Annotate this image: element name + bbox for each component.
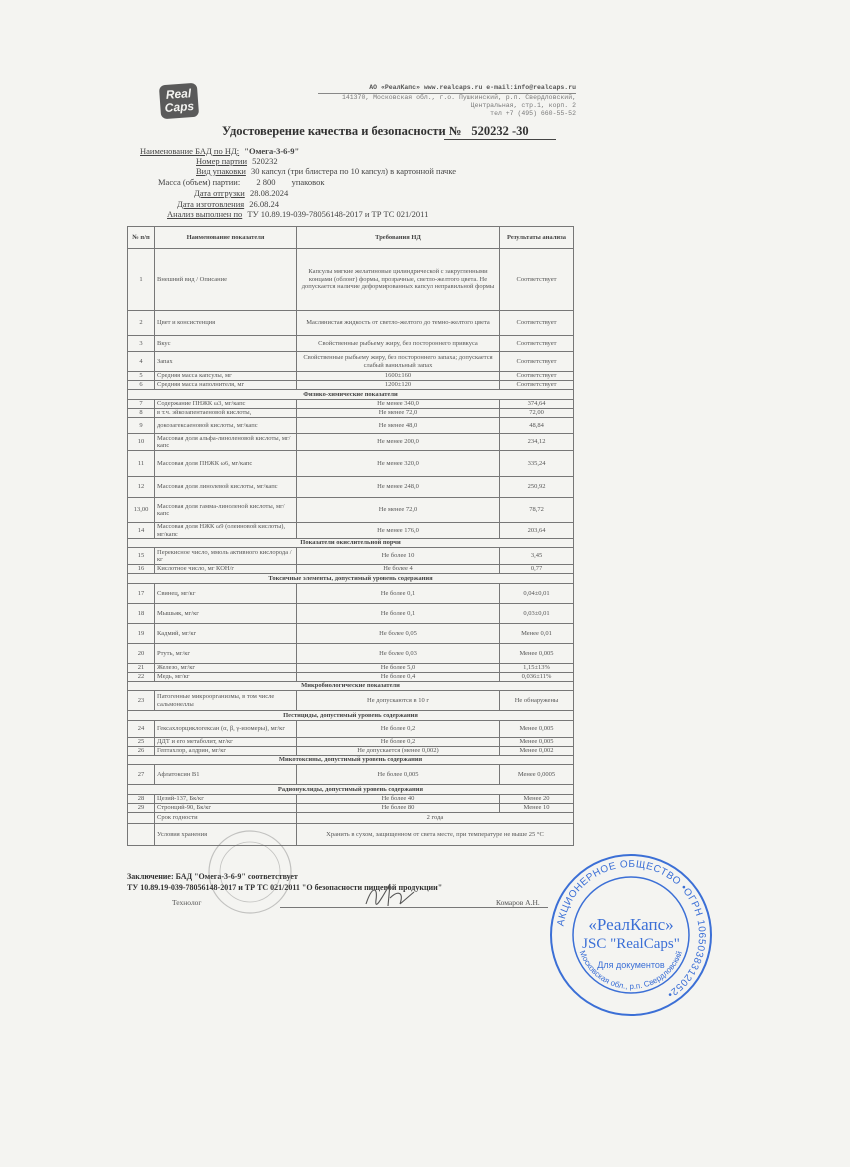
cell-requirement: Не более 0,05 [297, 624, 500, 644]
header-number: № п/п [128, 227, 155, 249]
svg-text:Московская обл., р.п. Свердлов [578, 949, 684, 991]
meta-package [196, 166, 456, 177]
cell-result: 72,00 [500, 409, 574, 418]
cell-indicator: Свинец, мг/кг [155, 584, 297, 604]
cell-indicator: Кадмий, мг/кг [155, 624, 297, 644]
results-table [127, 226, 574, 846]
cell-requirement: Не более 0,2 [297, 738, 500, 747]
cell-result: Менее 0,005 [500, 644, 574, 664]
cell-requirement: Не менее 176,0 [297, 523, 500, 539]
meta-mass [158, 177, 324, 188]
cell-indicator: Ртуть, мг/кг [155, 644, 297, 664]
cell-number: 27 [128, 765, 155, 785]
contact-line: тел +7 (495) 660-55-52 [490, 110, 576, 117]
cell-number: 12 [128, 477, 155, 498]
cell-indicator: докозагексаеновой кислоты, мг/капс [155, 418, 297, 434]
table-section-row [128, 711, 574, 721]
cell-result: Соответствует [500, 352, 574, 372]
cell-result: 0,036±11% [500, 673, 574, 682]
company-contacts [318, 84, 576, 118]
cell-indicator: Цезий-137, Бк/кг [155, 795, 297, 804]
cell-indicator: Массовая доля гамма-линоленой кислоты, мг/капс [155, 498, 297, 523]
table-header-row [128, 227, 574, 249]
meta-label: Номер партии [196, 156, 248, 166]
cell-indicator: Железо, мг/кг [155, 664, 297, 673]
contact-line: АО «РеалКапс» www.realcaps.ru e-mail:info@realcaps.ru [318, 84, 576, 94]
table-row-shelf-life [128, 813, 574, 824]
meta-value: 2 800 [256, 177, 276, 187]
cell-result: Менее 20 [500, 795, 574, 804]
section-title: Физико-химические показатели [128, 390, 574, 400]
table-row [128, 311, 574, 336]
cell-result: Менее 0,01 [500, 624, 574, 644]
table-footer-rows [128, 813, 574, 846]
meta-label: Дата отгрузки [194, 188, 245, 198]
cell-number: 1 [128, 249, 155, 311]
cell-number: 26 [128, 747, 155, 756]
meta-analysis [167, 209, 428, 220]
meta-value: 26.08.24 [249, 199, 280, 209]
table-row [128, 352, 574, 372]
table-row [128, 372, 574, 381]
cell-indicator: Массовая доля ПНЖК ω6, мг/капс [155, 451, 297, 477]
cell-number: 20 [128, 644, 155, 664]
table-row [128, 624, 574, 644]
cell-result: 3,45 [500, 548, 574, 565]
table-row [128, 738, 574, 747]
table-row [128, 451, 574, 477]
certificate-number: 520232 -30 [444, 124, 556, 140]
cell-requirement: Не более 0,1 [297, 604, 500, 624]
cell-requirement: Не менее 72,0 [297, 498, 500, 523]
table-row [128, 747, 574, 756]
cell-requirement: Не менее 320,0 [297, 451, 500, 477]
shelf-label: Срок годности [155, 813, 297, 824]
shelf-value: 2 года [297, 813, 574, 824]
cell-number: 14 [128, 523, 155, 539]
cell-indicator: в т.ч. эйкозапентаеновой кислоты, [155, 409, 297, 418]
cell-result: 203,64 [500, 523, 574, 539]
logo-text-real: Real [165, 86, 192, 102]
cell-number: 29 [128, 804, 155, 813]
table-row [128, 418, 574, 434]
company-seal-icon [548, 852, 714, 1018]
meta-ship-date [194, 188, 288, 199]
meta-label: Анализ выполнен по [167, 209, 243, 219]
table-row [128, 434, 574, 451]
meta-label: Наименование БАД по НД: [140, 146, 240, 156]
table-body [128, 249, 574, 813]
cell-result: 234,12 [500, 434, 574, 451]
table-row [128, 691, 574, 711]
logo-text-caps: Caps [164, 98, 195, 115]
cell-result: 48,84 [500, 418, 574, 434]
cell-number: 23 [128, 691, 155, 711]
meta-value: 28.08.2024 [249, 188, 289, 198]
table-row [128, 523, 574, 539]
table-row [128, 765, 574, 785]
cell-requirement: Не более 80 [297, 804, 500, 813]
seal-purpose: Для документов [597, 960, 665, 970]
cell-indicator: Средняя масса наполнителя, мг [155, 381, 297, 390]
cell-result: Соответствует [500, 372, 574, 381]
cell-requirement: Не более 0,4 [297, 673, 500, 682]
cell-requirement: Не более 0,2 [297, 721, 500, 738]
table-row [128, 604, 574, 624]
cell-requirement: Не более 0,1 [297, 584, 500, 604]
cell-result: Менее 10 [500, 804, 574, 813]
cell-number: 11 [128, 451, 155, 477]
meta-label: Масса (объем) партии: [158, 177, 241, 187]
table-section-row [128, 682, 574, 691]
meta-label: Дата изготовления [177, 199, 245, 209]
cell-requirement: Не менее 200,0 [297, 434, 500, 451]
cell-indicator: Содержание ПНЖК ω3, мг/капс [155, 400, 297, 409]
cell-number: 4 [128, 352, 155, 372]
cell-indicator: Стронций-90, Бк/кг [155, 804, 297, 813]
cell-result: Соответствует [500, 381, 574, 390]
cell-number: 21 [128, 664, 155, 673]
signer-name: Комаров А.Н. [496, 898, 540, 907]
cell-number: 10 [128, 434, 155, 451]
cell-number: 9 [128, 418, 155, 434]
table-row [128, 548, 574, 565]
cell-result: Менее 0,0005 [500, 765, 574, 785]
section-title: Токсичные элементы, допустимый уровень содержания [128, 574, 574, 584]
table-row [128, 673, 574, 682]
seal-location: Московская обл., р.п. Свердловский [577, 949, 685, 992]
cell-number: 2 [128, 311, 155, 336]
section-title: Микробиологические показатели [128, 682, 574, 691]
table-section-row [128, 390, 574, 400]
meta-unit: упаковок [291, 177, 325, 187]
cell-requirement: Не более 0,005 [297, 765, 500, 785]
handwritten-signature [360, 880, 420, 912]
cell-number: 18 [128, 604, 155, 624]
cell-result: Не обнаружены [500, 691, 574, 711]
cell-result: 78,72 [500, 498, 574, 523]
cell-number: 13,00 [128, 498, 155, 523]
meta-value: 520232 [252, 156, 278, 166]
cell-result: Менее 0,005 [500, 721, 574, 738]
cell-indicator: Массовая доля НЖК ω9 (олеиновой кислоты), мг/капс [155, 523, 297, 539]
cell-number: 22 [128, 673, 155, 682]
cell-indicator: Запах [155, 352, 297, 372]
header-requirements: Требования НД [297, 227, 500, 249]
cell-indicator: Гептахлор, алдрин, мг/кг [155, 747, 297, 756]
cell-indicator: Средняя масса капсулы, мг [155, 372, 297, 381]
cell-number: 8 [128, 409, 155, 418]
realcaps-logo [159, 83, 199, 120]
table-row [128, 477, 574, 498]
cell-requirement: Не более 40 [297, 795, 500, 804]
table-section-row [128, 539, 574, 548]
cell-requirement: 1200±120 [297, 381, 500, 390]
meta-value: "Омега-3-6-9" [244, 146, 300, 156]
cell-indicator: Цвет и консистенция [155, 311, 297, 336]
table-section-row [128, 756, 574, 765]
cell-indicator: Афлатоксин В1 [155, 765, 297, 785]
section-title: Микотоксины, допустимый уровень содержания [128, 756, 574, 765]
meta-value: 30 капсул (три блистера по 10 капсул) в картонной пачке [251, 166, 457, 176]
table-row [128, 400, 574, 409]
table-row [128, 565, 574, 574]
meta-label: Вид упаковки [196, 166, 246, 176]
table-section-row [128, 574, 574, 584]
seal-name-ru: «РеалКапс» [588, 915, 674, 934]
cell-indicator: Медь, мг/кг [155, 673, 297, 682]
storage-value: Хранить в сухом, защищенном от света месте, при температуре не выше 25 °С [297, 824, 574, 846]
cell-indicator: Кислотное число, мг КОН/г [155, 565, 297, 574]
cell-indicator: Гексахлорциклогексан (α, β, γ-изомеры), мг/кг [155, 721, 297, 738]
header-results: Результаты анализа [500, 227, 574, 249]
cell-number: 19 [128, 624, 155, 644]
cell-number: 15 [128, 548, 155, 565]
cell-result: 335,24 [500, 451, 574, 477]
cell-requirement: Не менее 248,0 [297, 477, 500, 498]
title-text: Удостоверение качества и безопасности № [222, 124, 462, 138]
storage-label: Условия хранения [155, 824, 297, 846]
cell-requirement: Не допускается (менее 0,002) [297, 747, 500, 756]
table-row [128, 336, 574, 352]
header-indicator: Наименование показателя [155, 227, 297, 249]
section-title: Показатели окислительной порчи [128, 539, 574, 548]
cell-result: Менее 0,005 [500, 738, 574, 747]
table-row [128, 721, 574, 738]
table-section-row [128, 785, 574, 795]
cell-requirement: Не менее 340,0 [297, 400, 500, 409]
cell-result: 0,03±0,01 [500, 604, 574, 624]
cell-result: Соответствует [500, 311, 574, 336]
cell-indicator: Патогенные микроорганизмы, в том числе сальмонеллы [155, 691, 297, 711]
cell-result: Соответствует [500, 336, 574, 352]
cell-empty [128, 813, 155, 824]
section-title: Радионуклиды, допустимый уровень содержания [128, 785, 574, 795]
table-row [128, 249, 574, 311]
seal-ring-text: АКЦИОНЕРНОЕ ОБЩЕСТВО •ОГРН 1065038312052• [555, 858, 708, 1000]
cell-result: Менее 0,002 [500, 747, 574, 756]
cell-empty [128, 824, 155, 846]
cell-result: 1,15±13% [500, 664, 574, 673]
cell-requirement: Маслянистая жидкость от светло-желтого до темно-желтого цвета [297, 311, 500, 336]
faded-stamp-icon [206, 828, 294, 916]
table-row [128, 381, 574, 390]
cell-requirement: Не более 0,03 [297, 644, 500, 664]
table-row [128, 664, 574, 673]
cell-indicator: Вкус [155, 336, 297, 352]
section-title: Пестициды, допустимый уровень содержания [128, 711, 574, 721]
seal-name-en: JSC "RealCaps" [582, 936, 680, 952]
cell-requirement: Не менее 48,0 [297, 418, 500, 434]
contact-line: Центральная, стр.1, корп. 2 [470, 102, 576, 109]
cell-requirement: Не допускаются в 10 г [297, 691, 500, 711]
document-title [222, 124, 529, 139]
table-row [128, 644, 574, 664]
cell-number: 28 [128, 795, 155, 804]
conclusion-line: Заключение: БАД "Омега-3-6-9" соответствует [127, 872, 298, 881]
cell-indicator: Массовая доля линолевой кислоты, мг/капс [155, 477, 297, 498]
cell-result: 250,92 [500, 477, 574, 498]
table-row [128, 584, 574, 604]
conclusion-line: ТУ 10.89.19-039-78056148-2017 и ТР ТС 021/2011 "О безопасности пищевой продукции" [127, 883, 443, 892]
cell-number: 25 [128, 738, 155, 747]
cell-requirement: Капсулы мягкие желатиновые цилиндрической с закругленными концами (облонг) формы, прозрачные, светло-желтого цвета. Не допускается наличие деформированных капсул неправильной формы [297, 249, 500, 311]
cell-result: 374,64 [500, 400, 574, 409]
cell-number: 16 [128, 565, 155, 574]
cell-result: 0,04±0,01 [500, 584, 574, 604]
cell-requirement: Не более 5,0 [297, 664, 500, 673]
cell-requirement: Не более 10 [297, 548, 500, 565]
meta-value: ТУ 10.89.19-039-78056148-2017 и ТР ТС 021/2011 [247, 209, 429, 219]
cell-number: 3 [128, 336, 155, 352]
cell-number: 17 [128, 584, 155, 604]
cell-requirement: 1600±160 [297, 372, 500, 381]
table-row [128, 795, 574, 804]
cell-indicator: Перекисное число, ммоль активного кислорода /кг [155, 548, 297, 565]
cell-requirement: Свойственные рыбьему жиру, без постороннего привкуса [297, 336, 500, 352]
cell-number: 7 [128, 400, 155, 409]
cell-requirement: Не менее 72,0 [297, 409, 500, 418]
cell-requirement: Не более 4 [297, 565, 500, 574]
cell-result: Соответствует [500, 249, 574, 311]
table-row [128, 804, 574, 813]
contact-line: 141370, Московская обл., г.о. Пушкинский, р.п. Свердловский, [341, 94, 576, 101]
cell-indicator: Внешний вид / Описание [155, 249, 297, 311]
cell-requirement: Свойственные рыбьему жиру, без постороннего запаха; допускается слабый ванильный запах [297, 352, 500, 372]
cell-number: 5 [128, 372, 155, 381]
signer-position: Технолог [172, 898, 202, 907]
cell-number: 24 [128, 721, 155, 738]
table-row [128, 498, 574, 523]
cell-indicator: Массовая доля альфа-линоленовой кислоты, мг/капс [155, 434, 297, 451]
cell-result: 0,77 [500, 565, 574, 574]
cell-indicator: Мышьяк, мг/кг [155, 604, 297, 624]
table-row [128, 409, 574, 418]
table-row-storage [128, 824, 574, 846]
cell-number: 6 [128, 381, 155, 390]
cell-indicator: ДДТ и его метаболит, мг/кг [155, 738, 297, 747]
